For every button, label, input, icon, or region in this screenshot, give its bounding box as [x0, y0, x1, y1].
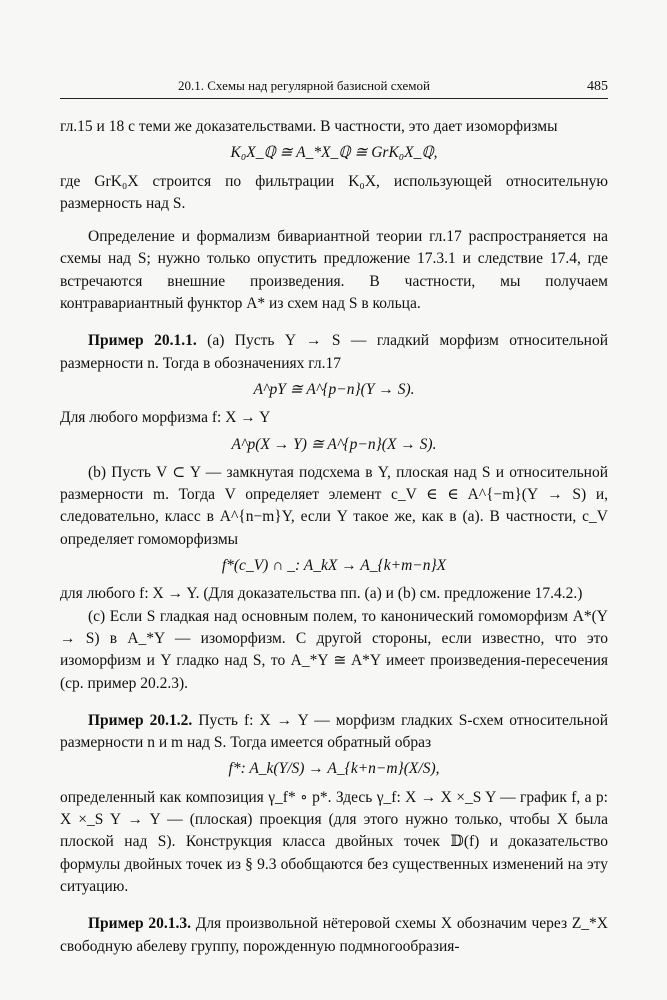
- paragraph: где GrK₀X строится по фильтрации K₀X, использующей относительную размерность над S.: [60, 172, 608, 212]
- formula: A^pY ≅ A^{p−n}(Y → S).: [253, 380, 415, 398]
- example-text: Для произвольной нётеровой схемы X обозначим через Z_*X свободную абелеву группу, порожденную подмногообразия-: [60, 915, 609, 955]
- example-heading: Пример 20.1.2.: [88, 711, 193, 729]
- example-heading: Пример 20.1.1.: [88, 332, 197, 350]
- formula: K₀X_ℚ ≅ A_*X_ℚ ≅ GrK₀X_ℚ,: [230, 144, 438, 162]
- example-heading: Пример 20.1.3.: [88, 915, 192, 933]
- paragraph: Для любого морфизма f: X → Y: [60, 409, 271, 427]
- running-title: 20.1. Схемы над регулярной базисной схемой: [178, 78, 430, 93]
- formula: f*(c_V) ∩ _: A_kX → A_{k+m−n}X: [221, 557, 447, 575]
- paragraph: определенный как композиция γ_f* ∘ p*. Здесь γ_f: X → X ×_S Y — график f, а p: X ×_S Y → Y — (плоская) проекция (для этого нужно только, чтобы X была плоской над S). Конструкция класса двойных точек 𝔻(f) и доказательство формулы двойных точек из § 9.3 обобщаются без существенных изменений на эту ситуацию.: [60, 788, 608, 895]
- formula: A^p(X → Y) ≅ A^{p−n}(X → S).: [231, 435, 437, 453]
- paragraph: для любого f: X → Y. (Для доказательства пп. (а) и (b) см. предложение 17.4.2.): [60, 585, 583, 603]
- example-paragraph: [60, 710, 608, 755]
- paragraph: (с) Если S гладкая над основным полем, то канонический гомоморфизм A*(Y → S) в A_*Y — изоморфизм. С другой стороны, если известно, что это изоморфизм и Y гладко над S, то A_*Y ≅ A*Y имеет произведения-пересечения (ср. пример 20.2.3).: [60, 607, 608, 692]
- formula: f*: A_k(Y/S) → A_{k+n−m}(X/S),: [228, 760, 440, 778]
- page-number: 485: [587, 79, 608, 94]
- text-body: [60, 116, 608, 958]
- example-paragraph: [60, 913, 608, 958]
- example-text: (а) Пусть Y → S — гладкий морфизм относительной размерности n. Тогда в обозначениях гл.17: [60, 332, 609, 372]
- example-paragraph: [60, 330, 608, 375]
- example-text: Пусть f: X → Y — морфизм гладких S-схем относительной размерности n и m над S. Тогда имеется обратный образ: [60, 711, 609, 752]
- paragraph: (b) Пусть V ⊂ Y — замкнутая подсхема в Y, плоская над S и относительной размерности m. Тогда V определяет элемент c_V ∈ ∈ A^{−m}(Y → S) и, следовательно, класс в A^{n−m}Y, если Y такое же, как в (а). В частности, c_V определяет гомоморфизмы: [60, 463, 608, 548]
- paragraph: Определение и формализм бивариантной теории гл.17 распространяется на схемы над S; нужно только опустить предложение 17.3.1 и следствие 17.4, где встречаются внешние произведения. В частности, мы получаем контравариантный функтор A* из схем над S в кольца.: [60, 228, 608, 313]
- running-header: [60, 78, 608, 99]
- paragraph: гл.15 и 18 с теми же доказательствами. В частности, это дает изоморфизмы: [60, 118, 558, 135]
